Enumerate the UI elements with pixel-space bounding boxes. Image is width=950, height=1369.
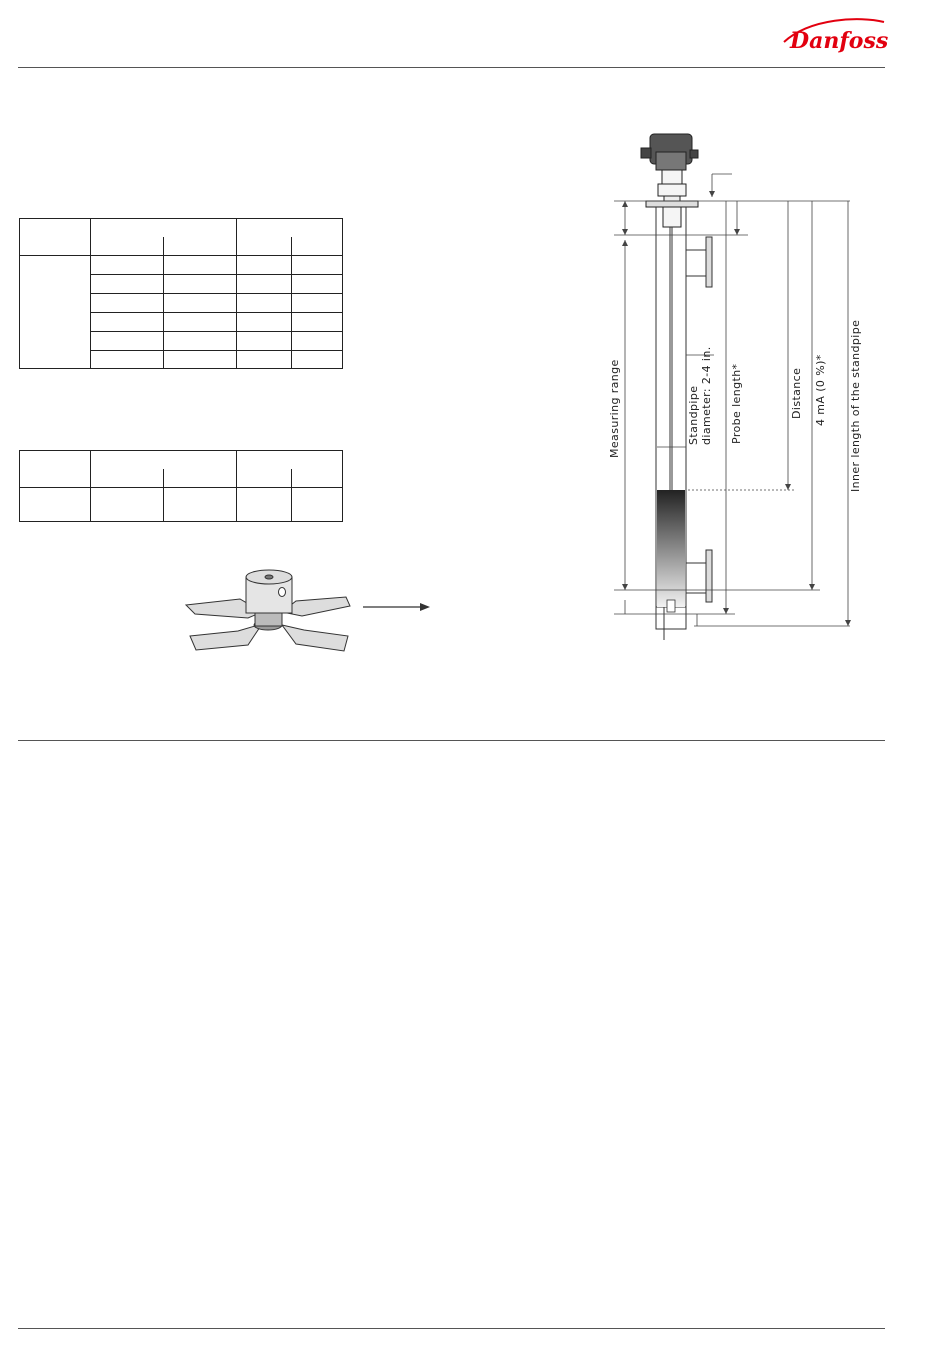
table-2-header-cell — [91, 451, 237, 488]
probe-length-label: Probe length* — [730, 363, 743, 444]
table-1-cell — [292, 275, 343, 294]
table-1-cell — [292, 313, 343, 332]
table-2-cell — [91, 488, 164, 522]
table-1-cell — [164, 275, 237, 294]
table-1-cell — [91, 294, 164, 313]
table-1-cell — [292, 351, 343, 369]
blade-left-top — [186, 599, 262, 618]
spec-table-1 — [19, 218, 343, 369]
table-2-cell — [20, 488, 91, 522]
standpipe-label-line2: diameter: 2-4 in. — [700, 346, 713, 445]
table-1-cell — [164, 313, 237, 332]
distance-label: Distance — [790, 367, 803, 419]
table-2-cell — [237, 488, 292, 522]
table-1-header-cell — [20, 219, 91, 256]
table-1-row-label — [20, 256, 91, 369]
table-2-header-cell — [20, 451, 91, 488]
table-1-cell — [91, 256, 164, 275]
table-1-cell — [237, 275, 292, 294]
header-rule — [18, 67, 885, 68]
table-1-cell — [91, 275, 164, 294]
table-2-cell — [292, 488, 343, 522]
four-ma-label: 4 mA (0 %)* — [814, 354, 827, 426]
table-1-cell — [164, 332, 237, 351]
danfoss-logo — [780, 12, 888, 56]
table-1-cell — [237, 332, 292, 351]
blade-right-top — [282, 597, 350, 616]
table-1-cell — [164, 294, 237, 313]
table-1-cell — [292, 294, 343, 313]
table-1-cell — [164, 256, 237, 275]
table-1-cell — [237, 256, 292, 275]
table-1-cell — [91, 351, 164, 369]
table-2-header-cell — [237, 451, 343, 488]
table-1-cell — [237, 351, 292, 369]
table-2-cell — [164, 488, 237, 522]
table-1-cell — [164, 351, 237, 369]
blade-right-bottom — [282, 625, 348, 651]
spec-table-2 — [19, 450, 343, 522]
footer-rule — [18, 1328, 885, 1329]
blade-left-bottom — [190, 624, 262, 650]
table-1-header-cell — [91, 219, 237, 256]
table-1-cell — [292, 256, 343, 275]
section-rule — [18, 740, 885, 741]
table-1-cell — [292, 332, 343, 351]
table-1-cell — [91, 332, 164, 351]
table-1-cell — [91, 313, 164, 332]
table-1-cell — [237, 294, 292, 313]
brand-name: Danfoss — [790, 28, 888, 54]
standpipe-label-line1: Standpipe — [687, 385, 700, 445]
measuring-range-label: Measuring range — [608, 359, 621, 458]
table-1-header-cell — [237, 219, 343, 256]
inner-length-label: Inner length of the standpipe — [849, 319, 862, 492]
table-1-cell — [237, 313, 292, 332]
